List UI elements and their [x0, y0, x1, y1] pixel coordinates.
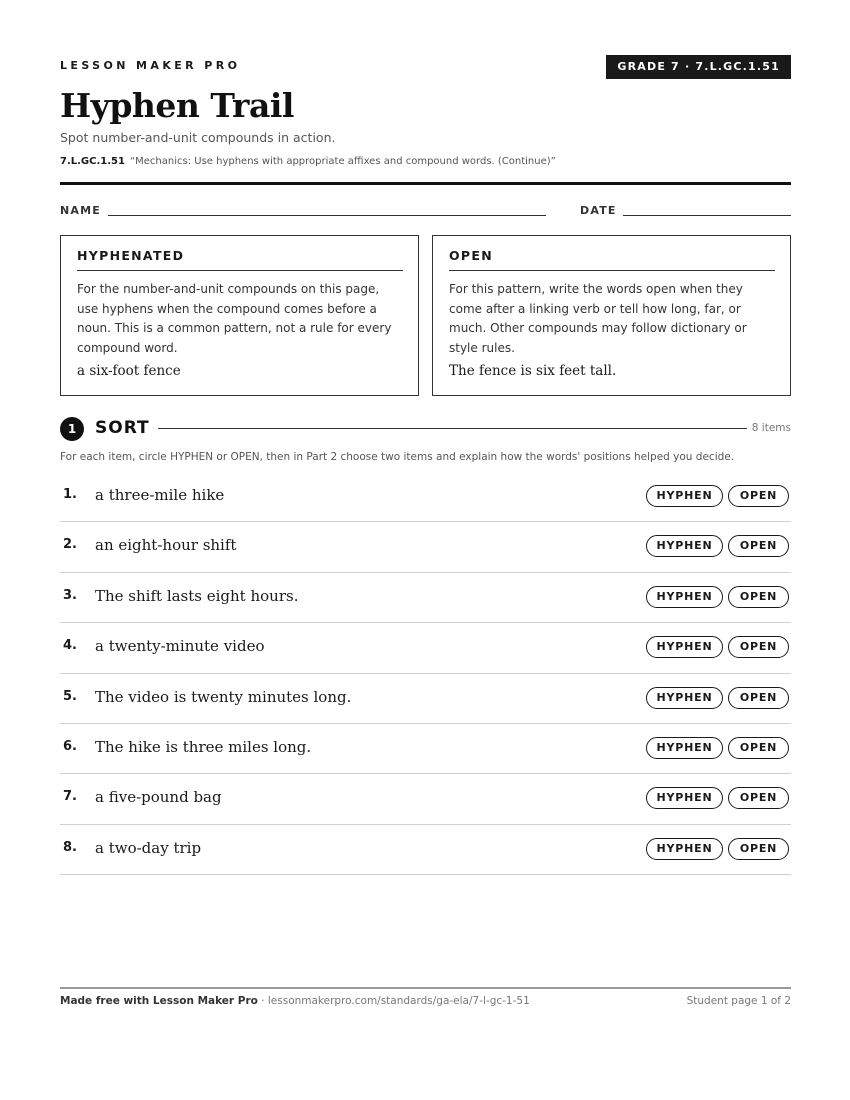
- sort-items-list: [60, 472, 791, 875]
- item-text: a three-mile hike: [95, 486, 225, 504]
- hyphen-choice-button[interactable]: HYPHEN: [646, 485, 723, 507]
- brand-name: LESSON MAKER PRO: [60, 59, 241, 72]
- box-heading: OPEN: [449, 248, 775, 271]
- footer-page-number: Student page 1 of 2: [686, 995, 791, 1007]
- header-divider: [60, 182, 791, 185]
- item-count: 8 items: [751, 422, 791, 434]
- standard-line: [60, 156, 556, 167]
- page-subtitle: Spot number-and-unit compounds in action.: [60, 130, 336, 145]
- item-number: 1.: [63, 487, 77, 502]
- footer-divider: [60, 987, 791, 989]
- date-label: DATE: [580, 204, 617, 217]
- hyphen-choice-button[interactable]: HYPHEN: [646, 737, 723, 759]
- hyphen-choice-button[interactable]: HYPHEN: [646, 838, 723, 860]
- grade-badge: GRADE 7 · 7.L.GC.1.51: [606, 55, 791, 79]
- name-date-row: [60, 203, 791, 219]
- choice-group: [646, 636, 789, 658]
- section-divider: [158, 428, 747, 429]
- section-number-badge: 1: [60, 417, 84, 441]
- date-field[interactable]: [623, 215, 791, 216]
- open-choice-button[interactable]: OPEN: [728, 636, 789, 658]
- choice-group: [646, 787, 789, 809]
- footer-made-with: Made free with Lesson Maker Pro: [60, 995, 258, 1007]
- open-choice-button[interactable]: OPEN: [728, 737, 789, 759]
- box-example: a six-foot fence: [77, 363, 181, 379]
- item-text: a two-day trip: [95, 838, 202, 857]
- hyphen-choice-button[interactable]: HYPHEN: [646, 535, 723, 557]
- item-text: a five-pound bag: [95, 788, 222, 807]
- choice-group: [646, 586, 789, 608]
- item-text: a twenty-minute video: [95, 637, 265, 656]
- list-item: [60, 522, 791, 572]
- worksheet-page: [60, 0, 791, 1100]
- box-example: The fence is six feet tall.: [449, 363, 617, 379]
- open-choice-button[interactable]: OPEN: [728, 586, 789, 608]
- section-header: [60, 416, 791, 442]
- name-field[interactable]: [108, 215, 546, 216]
- box-explanation: For this pattern, write the words open when they come after a linking verb or tell how long, far, or much. Other compounds may follow dictionary or style rules.: [449, 282, 747, 355]
- footer-url[interactable]: · lessonmakerpro.com/standards/ga-ela/7-l-gc-1-51: [257, 995, 530, 1007]
- hyphen-choice-button[interactable]: HYPHEN: [646, 586, 723, 608]
- item-number: 6.: [63, 738, 77, 754]
- open-choice-button[interactable]: OPEN: [728, 687, 789, 709]
- item-number: 8.: [63, 839, 77, 855]
- open-choice-button[interactable]: OPEN: [728, 787, 789, 809]
- footer-credit: [60, 995, 530, 1007]
- name-label: NAME: [60, 204, 101, 217]
- item-number: 2.: [63, 537, 77, 553]
- page-title: Hyphen Trail: [60, 86, 294, 125]
- standard-code: 7.L.GC.1.51: [60, 156, 125, 167]
- hyphenated-rule-box: [60, 235, 419, 396]
- hyphen-choice-button[interactable]: HYPHEN: [646, 687, 723, 709]
- open-choice-button[interactable]: OPEN: [728, 838, 789, 860]
- list-item: [60, 674, 791, 724]
- open-choice-button[interactable]: OPEN: [728, 485, 789, 507]
- hyphen-choice-button[interactable]: HYPHEN: [646, 636, 723, 658]
- list-item: [60, 724, 791, 774]
- choice-group: [646, 838, 789, 860]
- choice-group: [646, 535, 789, 557]
- top-bar: [60, 55, 791, 80]
- box-explanation: For the number-and-unit compounds on this page, use hyphens when the compound comes before a noun. This is a common pattern, not a rule for every compound word.: [77, 282, 392, 355]
- list-item: [60, 774, 791, 824]
- choice-group: [646, 485, 789, 507]
- box-heading: HYPHENATED: [77, 248, 403, 271]
- open-rule-box: [432, 235, 791, 396]
- list-item: [60, 623, 791, 673]
- open-choice-button[interactable]: OPEN: [728, 535, 789, 557]
- list-item: [60, 472, 791, 522]
- choice-group: [646, 687, 789, 709]
- item-number: 3.: [63, 587, 77, 603]
- item-text: The hike is three miles long.: [95, 737, 312, 756]
- list-item: [60, 573, 791, 623]
- list-item: [60, 825, 791, 875]
- hyphen-choice-button[interactable]: HYPHEN: [646, 787, 723, 809]
- choice-group: [646, 737, 789, 759]
- item-text: an eight-hour shift: [95, 536, 237, 555]
- standard-description: “Mechanics: Use hyphens with appropriate affixes and compound words. (Continue)”: [129, 156, 556, 167]
- item-number: 4.: [63, 638, 77, 654]
- item-text: The shift lasts eight hours.: [95, 586, 299, 605]
- item-number: 7.: [63, 789, 77, 805]
- item-number: 5.: [63, 688, 77, 704]
- section-title: SORT: [95, 418, 150, 438]
- section-instructions: For each item, circle HYPHEN or OPEN, then in Part 2 choose two items and explain how the words' positions helped you decide.: [60, 451, 735, 463]
- item-text: The video is twenty minutes long.: [95, 687, 352, 706]
